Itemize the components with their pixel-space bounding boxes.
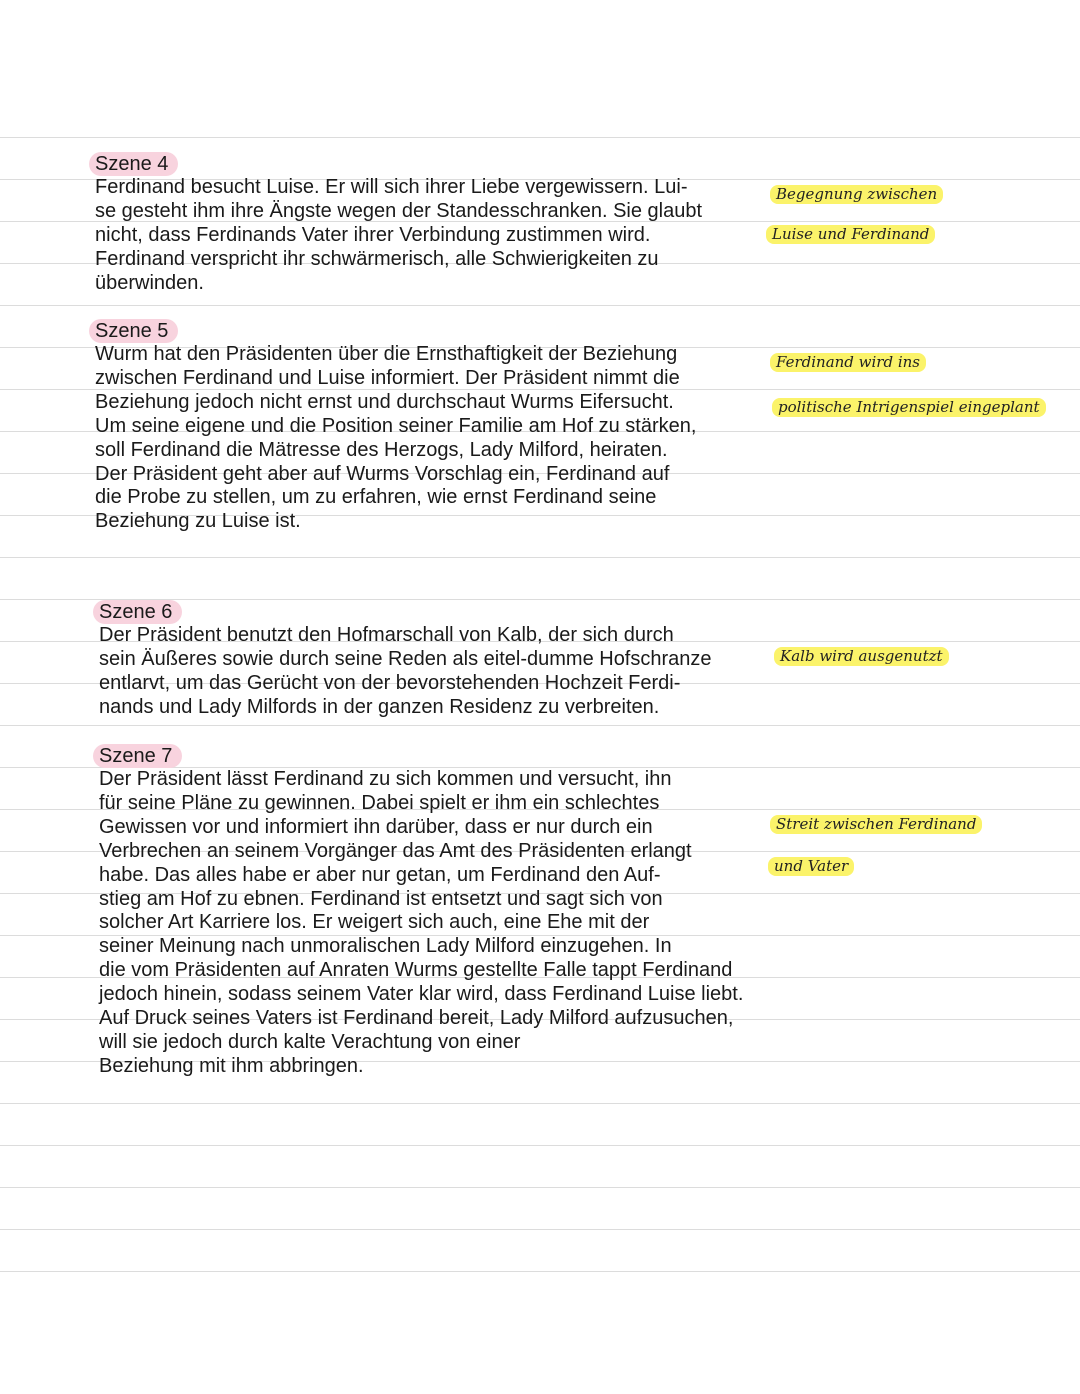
scene-text-line: nicht, dass Ferdinands Vater ihrer Verbindung zustimmen wird.: [95, 223, 651, 246]
scene-text-line: jedoch hinein, sodass seinem Vater klar wird, dass Ferdinand Luise liebt.: [99, 983, 744, 1006]
scene-text-line: Gewissen vor und informiert ihn darüber, dass er nur durch ein: [99, 815, 653, 838]
scene-text-line: Wurm hat den Präsidenten über die Ernsthaftigkeit der Beziehung: [95, 343, 678, 365]
scene-text-line: stieg am Hof zu ebnen. Ferdinand ist entsetzt und sagt sich von: [99, 887, 663, 910]
scene-text-line: Der Präsident benutzt den Hofmarschall von Kalb, der sich durch: [99, 624, 674, 646]
scene-text-line: Beziehung jedoch nicht ernst und durchschaut Wurms Eifersucht.: [95, 390, 674, 413]
scene-text-line: Auf Druck seines Vaters ist Ferdinand bereit, Lady Milford aufzusuchen,: [99, 1007, 734, 1030]
scene-6: [99, 600, 712, 720]
scene-7: [99, 744, 743, 1079]
scene-text-line: Beziehung mit ihm abbringen.: [99, 1054, 364, 1077]
scene-text-line: solcher Art Karriere los. Er weigert sich auch, eine Ehe mit der: [99, 911, 650, 934]
margin-note: politische Intrigenspiel eingeplant: [772, 398, 1046, 417]
scene-text-line: habe. Das alles habe er aber nur getan, um Ferdinand den Auf-: [99, 863, 661, 886]
scene-text-line: Der Präsident lässt Ferdinand zu sich kommen und versucht, ihn: [99, 768, 672, 790]
scene-4: [95, 152, 702, 296]
scene-5: [95, 319, 696, 534]
scene-text-line: für seine Pläne zu gewinnen. Dabei spielt er ihm ein schlechtes: [99, 791, 660, 814]
margin-note: Ferdinand wird ins: [770, 353, 926, 372]
scene-text-line: seiner Meinung nach unmoralischen Lady Milford einzugehen. In: [99, 935, 672, 958]
scene-text-line: Um seine eigene und die Position seiner Familie am Hof zu stärken,: [95, 414, 697, 437]
margin-note: Streit zwischen Ferdinand: [770, 815, 982, 834]
scene-heading: Szene 4: [89, 152, 178, 176]
margin-note: und Vater: [768, 857, 854, 876]
margin-note: Begegnung zwischen: [770, 185, 943, 204]
scene-text-line: will sie jedoch durch kalte Verachtung von einer: [99, 1030, 521, 1053]
scene-text-line: se gesteht ihm ihre Ängste wegen der Standesschranken. Sie glaubt: [95, 199, 703, 222]
scene-heading: Szene 7: [93, 744, 182, 768]
scene-text-line: Der Präsident geht aber auf Wurms Vorschlag ein, Ferdinand auf: [95, 462, 670, 485]
margin-note: Kalb wird ausgenutzt: [774, 647, 949, 666]
scene-text-line: entlarvt, um das Gerücht von der bevorstehenden Hochzeit Ferdi-: [99, 671, 681, 694]
scene-text-line: Ferdinand besucht Luise. Er will sich ihrer Liebe vergewissern. Lui-: [95, 176, 688, 198]
scene-text-line: Beziehung zu Luise ist.: [95, 510, 301, 533]
scene-text-line: sein Äußeres sowie durch seine Reden als eitel-dumme Hofschranze: [99, 647, 712, 670]
scene-heading: Szene 5: [89, 319, 178, 343]
scene-text-line: die Probe zu stellen, um zu erfahren, wie ernst Ferdinand seine: [95, 486, 657, 509]
scene-text-line: zwischen Ferdinand und Luise informiert. Der Präsident nimmt die: [95, 366, 680, 389]
scene-text-line: Verbrechen an seinem Vorgänger das Amt des Präsidenten erlangt: [99, 839, 692, 862]
scene-text-line: die vom Präsidenten auf Anraten Wurms gestellte Falle tappt Ferdinand: [99, 959, 733, 982]
scene-text-line: soll Ferdinand die Mätresse des Herzogs, Lady Milford, heiraten.: [95, 438, 668, 461]
scene-heading: Szene 6: [93, 600, 182, 624]
scene-text-line: nands und Lady Milfords in der ganzen Residenz zu verbreiten.: [99, 695, 660, 718]
scene-text-line: überwinden.: [95, 271, 204, 294]
margin-note: Luise und Ferdinand: [766, 225, 935, 244]
scene-text-line: Ferdinand verspricht ihr schwärmerisch, alle Schwierigkeiten zu: [95, 247, 659, 270]
